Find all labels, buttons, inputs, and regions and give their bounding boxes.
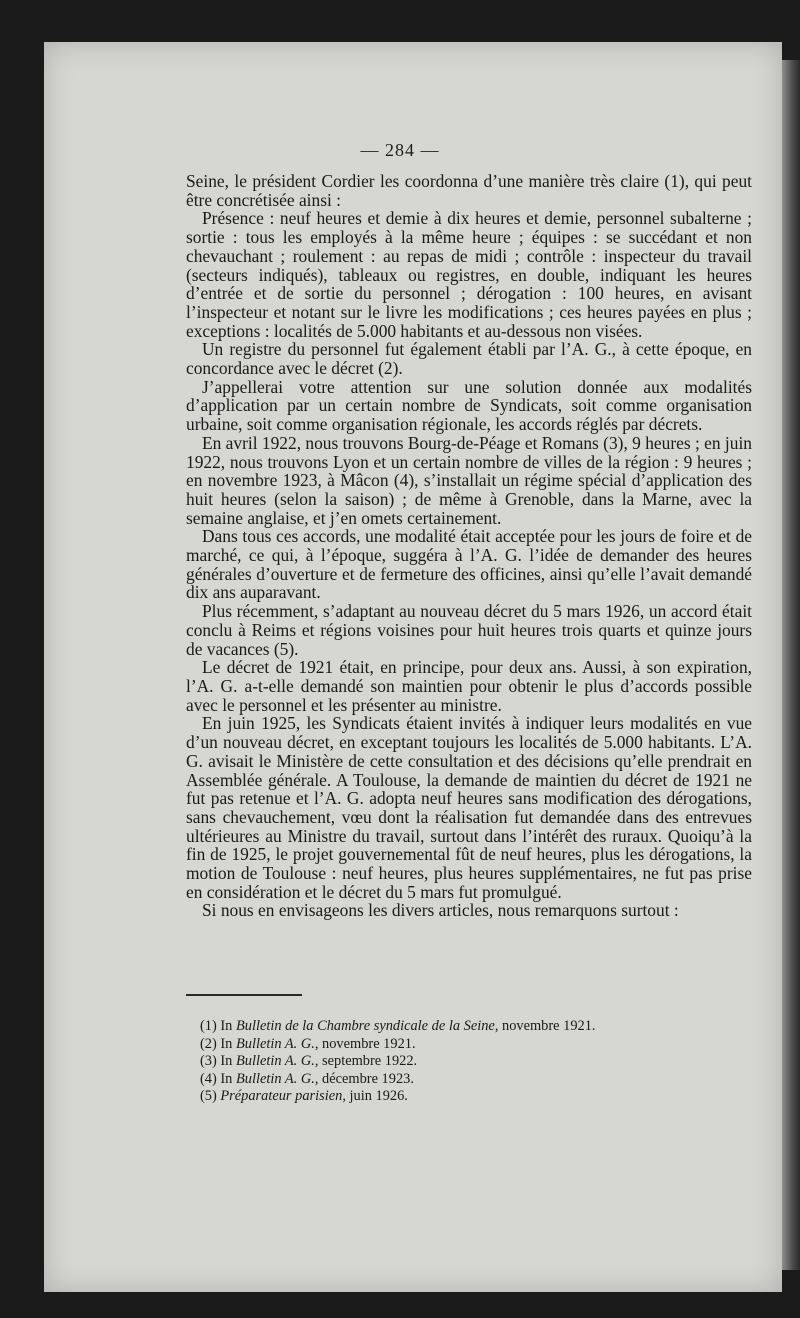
footnote-source: Bulletin de la Chambre syndicale de la Seine (235, 1018, 495, 1034)
footnote (200, 1053, 760, 1071)
footnote-source: Bulletin A. G. (235, 1053, 315, 1069)
paragraph: Si nous en envisageons les divers articles, nous remarquons surtout : (202, 900, 679, 921)
footnote-date: , décembre 1923. (314, 1070, 414, 1087)
paragraph: J’appellerai votre attention sur une solution donnée aux modalités d’application par un certain nombre de Syndicats, soit comme organisation urbaine, soit comme organisation régionale, les accords réglés par décrets. (186, 376, 752, 435)
paragraph: Dans tous ces accords, une modalité était acceptée pour les jours de foire et de marché, ce qui, à l’époque, suggéra à l’A. G. l’idée de demander des heures générales d’ouverture et de fermeture des officines, ainsi qu’elle l’avait demandé dix ans auparavant. (186, 526, 752, 603)
footnote (200, 1088, 760, 1106)
footnote-date: , septembre 1922. (314, 1053, 418, 1069)
page-number: — 284 — (360, 140, 440, 160)
footnote-number: (1) In (200, 1018, 236, 1034)
body-text (186, 172, 752, 920)
footnote-number: (3) In (200, 1053, 236, 1069)
paragraph: Le décret de 1921 était, en principe, pour deux ans. Aussi, à son expiration, l’A. G. a-t-elle demandé son maintien pour obtenir le plus d’accords possible avec le personnel et les présenter au ministre. (186, 657, 752, 715)
footnote-number: (4) In (200, 1070, 236, 1087)
paragraph: Seine, le président Cordier les coordonna d’une manière très claire (1), qui peut être concrétisée ainsi : (186, 171, 752, 210)
paragraph: Plus récemment, s’adaptant au nouveau décret du 5 mars 1926, un accord était conclu à Reims et régions voisines pour huit heures trois quarts et quinze jours de vacances (5). (186, 601, 752, 659)
footnote-number: (2) In (200, 1035, 236, 1052)
footnote-source: Bulletin A. G. (235, 1070, 315, 1087)
footnote-number: (5) (200, 1088, 221, 1104)
footnote (200, 1071, 760, 1089)
footnote-source: Bulletin A. G. (235, 1035, 315, 1052)
footnote-date: , juin 1926. (342, 1088, 408, 1104)
paragraph: Un registre du personnel fut également établi par l’A. G., à cette époque, en concordance avec le décret (2). (186, 339, 752, 379)
paragraph: En juin 1925, les Syndicats étaient invités à indiquer leurs modalités en vue d’un nouveau décret, en exceptant toujours les localités de 5.000 habitants. L’A. G. avisait le Ministère de cette consultation et des décisions qu’elle prendrait en Assemblée générale. A Toulouse, la demande de maintien du décret de 1921 ne fut pas retenue et l’A. G. adopta neuf heures sans modification des dérogations, sans chevauchement, vœu dont la réalisation fut demandée dans des entrevues ultérieures au Ministre du travail, surtout dans l’intérêt des ruraux. Quoiqu’à la fin de 1925, le projet gouvernemental fût de neuf heures, plus les dérogations, la motion de Toulouse : neuf heures, plus heures supplémentaires, ne fut pas prise en considération et le décret du 5 mars fut promulgué. (186, 713, 752, 902)
footnote-separator (186, 994, 302, 996)
footnote-date: , novembre 1921. (494, 1018, 596, 1034)
paragraph: Présence : neuf heures et demie à dix heures et demie, personnel subalterne ; sortie : tous les employés à la même heure ; équipes : se succédant et non chevauchant ; roulement : au repas de midi ; contrôle : inspecteur du travail (secteurs indiqués), tableaux ou registres, en double, indiquant les heures d’entrée et de sortie du personnel ; dérogation : 100 heures, en avisant l’inspecteur et notant sur le livre les modifications ; ces heures payées en plus ; exceptions : localités de 5.000 habitants et au-dessous non visées. (186, 208, 752, 341)
footnote-date: , novembre 1921. (314, 1035, 416, 1052)
page-edge (782, 60, 800, 1270)
footnote (200, 1036, 760, 1054)
footnotes (200, 1018, 760, 1106)
footnote-source: Préparateur parisien (220, 1088, 343, 1104)
paragraph: En avril 1922, nous trouvons Bourg-de-Péage et Romans (3), 9 heures ; en juin 1922, nous trouvons Lyon et un certain nombre de villes de la région : 9 heures ; en novembre 1923, à Mâcon (4), s’installait un régime spécial d’application des huit heures (selon la saison) ; de même à Grenoble, dans la Marne, avec la semaine anglaise, et j’en omets certainement. (186, 432, 752, 528)
footnote (200, 1018, 760, 1036)
